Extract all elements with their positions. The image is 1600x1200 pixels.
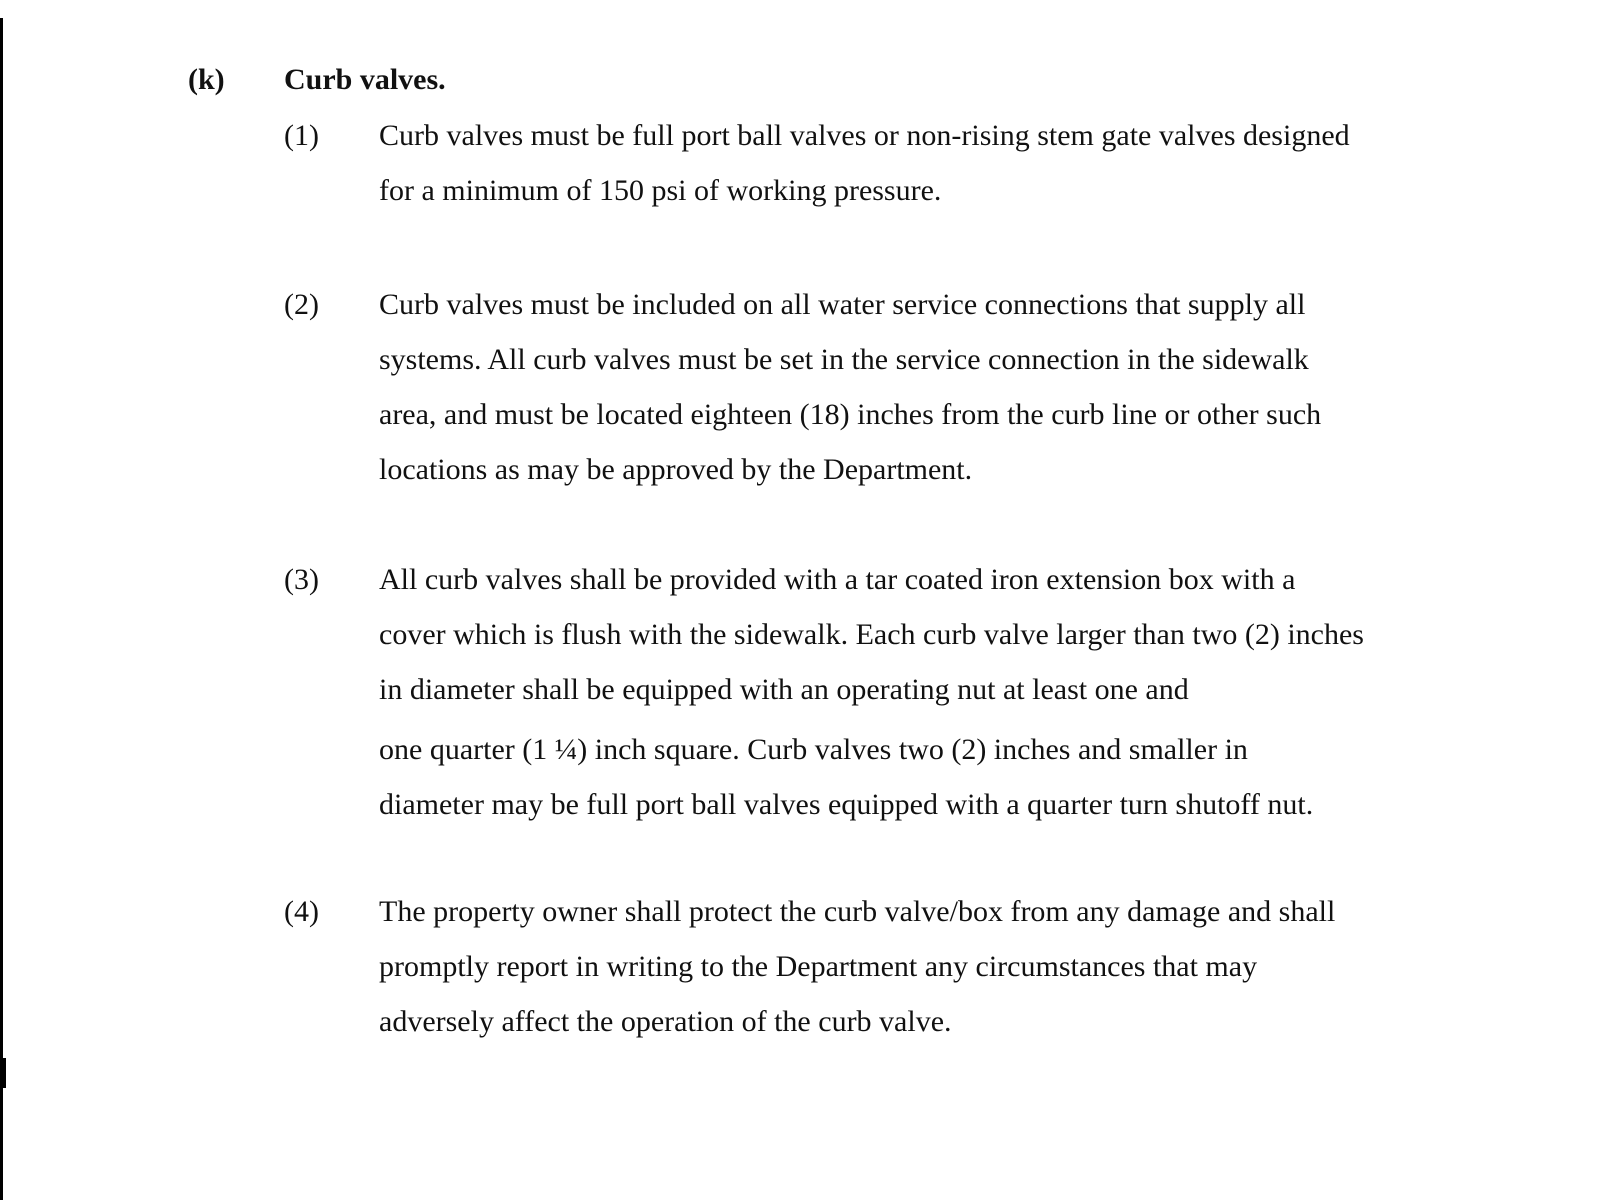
section-title: Curb valves. <box>284 63 446 96</box>
paragraph-number: (1) <box>284 119 319 152</box>
text-line: locations as may be approved by the Department. <box>379 453 973 486</box>
paragraph-text <box>379 277 1444 497</box>
text-line: diameter may be full port ball valves equipped with a quarter turn shutoff nut. <box>379 788 1314 821</box>
text-line: area, and must be located eighteen (18) inches from the curb line or other such <box>379 398 1322 431</box>
text-line: Curb valves must be full port ball valves or non-rising stem gate valves designed <box>379 119 1350 152</box>
text-line: The property owner shall protect the curb valve/box from any damage and shall <box>379 895 1336 928</box>
paragraph-text <box>379 552 1444 832</box>
page-border-mark <box>0 1058 6 1088</box>
text-line: one quarter (1 ¼) inch square. Curb valves two (2) inches and smaller in <box>379 733 1248 766</box>
text-line: All curb valves shall be provided with a tar coated iron extension box with a <box>379 563 1296 596</box>
text-line: adversely affect the operation of the curb valve. <box>379 1005 952 1038</box>
paragraph-text <box>379 108 1444 218</box>
paragraph-number: (4) <box>284 895 319 928</box>
text-line: cover which is flush with the sidewalk. Each curb valve larger than two (2) inches <box>379 618 1364 651</box>
section-label: (k) <box>188 63 225 96</box>
paragraph-number: (2) <box>284 288 319 321</box>
text-line: Curb valves must be included on all water service connections that supply all <box>379 288 1306 321</box>
text-line: promptly report in writing to the Department any circumstances that may <box>379 950 1258 983</box>
paragraph-text <box>379 884 1444 1049</box>
text-line: in diameter shall be equipped with an operating nut at least one and <box>379 673 1189 706</box>
text-line: for a minimum of 150 psi of working pressure. <box>379 174 942 207</box>
text-line: systems. All curb valves must be set in the service connection in the sidewalk <box>379 343 1309 376</box>
paragraph-number: (3) <box>284 563 319 596</box>
page-left-border <box>0 18 3 1200</box>
